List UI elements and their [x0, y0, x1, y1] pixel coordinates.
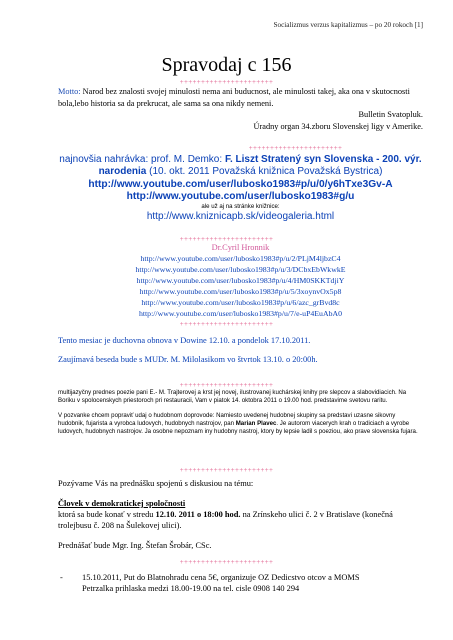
motto-block: [58, 86, 423, 132]
notice-line-1: Tento mesiac je duchovna obnova v Dowine 12.10. a pondelok 17.10.2011.: [58, 336, 311, 345]
hronnik-link-6[interactable]: http://www.youtube.com/user/lubosko1983#p/u/7/e-uP4EuAbA0: [138, 309, 343, 318]
motto-text: Narod bez znalosti svojej minulosti nema ani buducnost, ale minulosti takej, aka ona v skutocnosti bola,lebo historia sa da prekrucat, ale sama sa ona nikdy nemeni.: [58, 87, 410, 108]
recording-link-1[interactable]: http://www.youtube.com/user/lubosko1983#p/u/0/y6hTxe3Gv-A: [88, 179, 393, 190]
hronnik-name: Dr.Cyril Hronnik: [211, 243, 270, 252]
separator-1: ++++++++++++++++++++++: [248, 144, 343, 152]
notice-line-2: Zaujímavá beseda bude s MUDr. M. Milolasikom vo štvrtok 13.10. o 20:00h.: [58, 355, 318, 364]
event-bullet: [60, 572, 423, 594]
separator-3: ++++++++++++++++++++++: [179, 320, 274, 328]
hronnik-link-2[interactable]: http://www.youtube.com/user/lubosko1983#p/u/3/DCbxEbWkwkE: [135, 265, 346, 274]
recording-note: ale už aj na stránke knižnice:: [201, 203, 280, 210]
lecture-when-b: na Zrínskeho ulici č. 2 v Bratislave (konečná trolejbusu č. 208 na Šulekovej ulici).: [58, 510, 393, 530]
page-title: Spravodaj c 156: [161, 54, 292, 76]
separator-5: ++++++++++++++++++++++: [179, 466, 274, 474]
concert-block: [58, 389, 423, 436]
lecture-speaker: Prednášať bude Mgr. Ing. Štefan Šrobár, CSc.: [58, 541, 212, 550]
recording-block: [58, 154, 423, 223]
concert-performer: Marian Plavec: [235, 420, 277, 427]
bullet-line-2: Petrzalka prihlaska medzi 18.00-19.00 na tel. cisle 0908 140 294: [82, 584, 300, 593]
hronnik-link-4[interactable]: http://www.youtube.com/user/lubosko1983#p/u/5/3xoynvOx5p8: [139, 287, 342, 296]
recording-suffix: (10. okt. 2011 Považská knižnica Považská Bystrica): [146, 166, 383, 177]
lecture-when-a: ktorá sa bude konať v stredu: [58, 510, 156, 519]
separator-top: ++++++++++++++++++++++: [179, 78, 274, 86]
separator-6: ++++++++++++++++++++++: [179, 558, 274, 566]
notices-block: [58, 336, 423, 364]
concert-para-2-b: . Je autorom viacerych krah o tradiciach a vyrobe ludovych, hudobnych nastrojov. Ja osobne nepoznam iny hudobny nastroj, ktory by lepsie ladil s poeziou, ako prave slovenska fujara.: [58, 420, 418, 435]
recording-title: F. Liszt Stratený syn Slovenska - 200. výr. narodenia: [98, 154, 422, 177]
lecture-block: [58, 478, 423, 551]
bullet-dash: -: [60, 573, 63, 582]
separator-2: ++++++++++++++++++++++: [179, 235, 274, 243]
recording-link-2[interactable]: http://www.youtube.com/user/lubosko1983#g/u: [126, 191, 355, 202]
motto-signature-1: Bulletin Svatopluk.: [358, 110, 423, 119]
concert-para-2-a: V pozvanke chcem popraviť udaj o hudobnom doprovode: Namiesto uvedenej hudobnej skupiny sa predstavi uzasne sikovny hudobnik, fujarista a vyrobca ludovych, hudobnych nastrojov, pan: [58, 412, 396, 427]
hronnik-link-5[interactable]: http://www.youtube.com/user/lubosko1983#p/u/6/azc_grBvd8c: [141, 298, 340, 307]
separator-4: ++++++++++++++++++++++: [179, 381, 274, 389]
concert-para-2: [58, 412, 423, 436]
hronnik-block: [58, 243, 423, 319]
page-header: Socializmus verzus kapitalizmus – po 20 rokoch [1]: [273, 21, 423, 29]
lecture-invite: Pozývame Vás na prednášku spojenú s diskusiou na tému:: [58, 479, 254, 488]
motto-signature-2: Úradny organ 34.zboru Slovenskej ligy v Amerike.: [253, 121, 423, 131]
concert-para-1: multijazyčny prednes poezie pani E.- M. Trajterovej a krst jej novej, ilustrovanej kuchárskej knihy pre slepcov a slabovidiacich. Na Boriku v spolocenskych priestoroch pri restauracii, Vam v piatok 14. oktobra 2011 o 19.00 hod. predstavime svetovu raritu.: [58, 389, 407, 404]
hronnik-link-3[interactable]: http://www.youtube.com/user/lubosko1983#p/u/4/HM0SKKTdjiY: [136, 276, 345, 285]
recording-prefix: najnovšia nahrávka: prof. M. Demko:: [59, 154, 225, 165]
bullet-line-1: 15.10.2011, Put do Blatnohradu cena 5€, organizuje OZ Dedicstvo otcov a MOMS: [82, 573, 360, 582]
motto-label: Motto:: [58, 87, 81, 96]
hronnik-link-1[interactable]: http://www.youtube.com/user/lubosko1983#p/u/2/PLjM4ljbzC4: [140, 254, 341, 263]
lecture-title: Človek v demokratickej spoločnosti: [58, 499, 186, 508]
recording-link-3[interactable]: http://www.kniznicapb.sk/videogaleria.html: [146, 211, 335, 222]
lecture-when: [58, 509, 423, 531]
lecture-date: 12.10. 2011 o 18:00 hod.: [155, 510, 241, 519]
